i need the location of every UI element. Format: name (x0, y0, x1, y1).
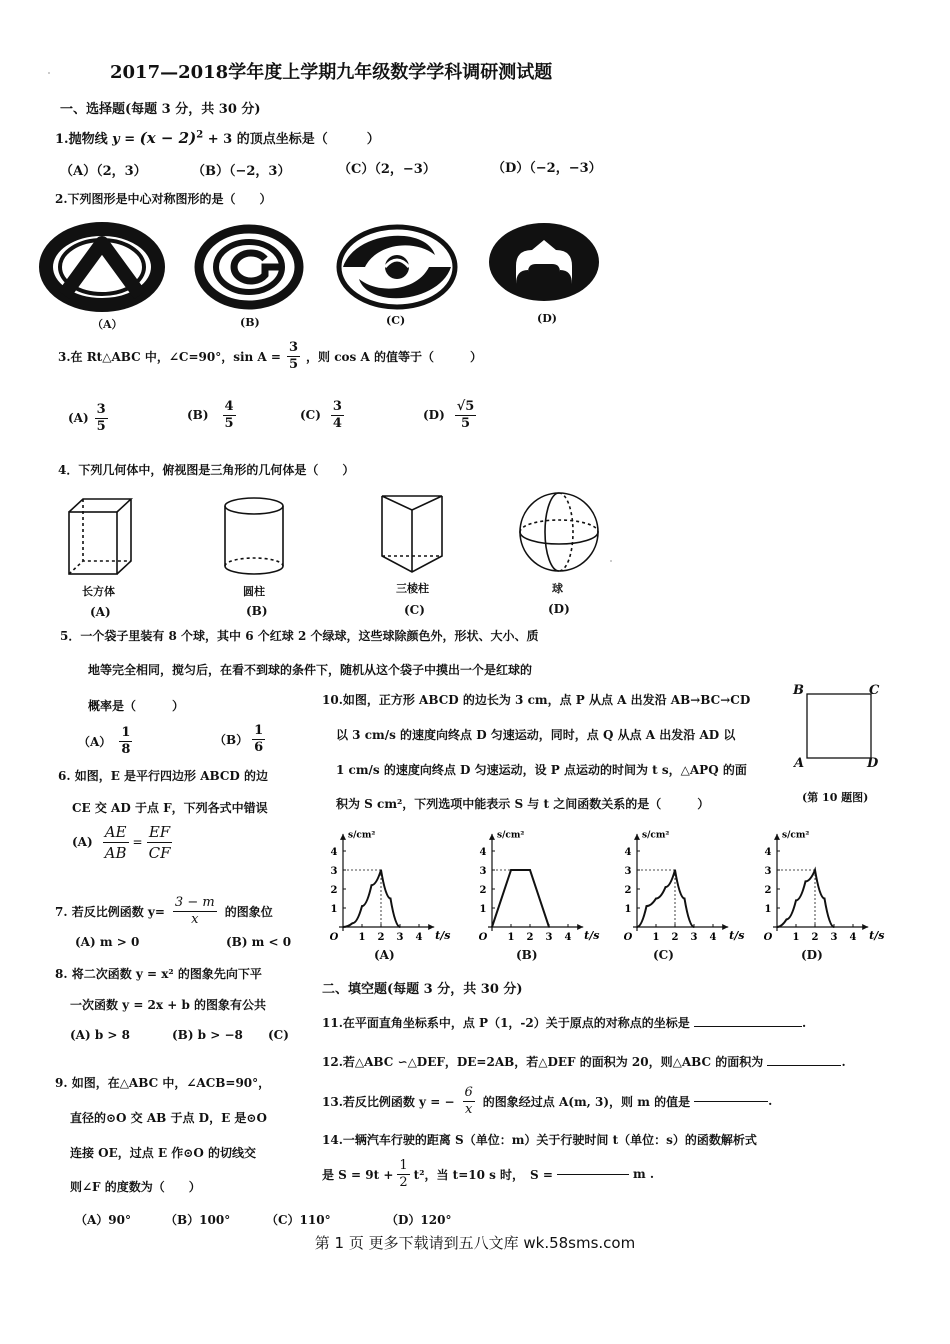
q3-opt-fraction (95, 402, 108, 435)
question-14-line-1: 14.一辆汽车行驶的距离 S（单位：m）关于行驶时间 t（单位：s）的函数解析式 (322, 1133, 757, 1147)
q3-option-a[interactable] (68, 398, 108, 438)
y-tick-label: 3 (624, 866, 632, 877)
y-tick-label: 4 (624, 847, 632, 858)
y-tick-label: 2 (479, 885, 487, 896)
x-tick-label: 4 (849, 932, 857, 943)
q3-opt-label: (B) (187, 408, 209, 422)
q2-label-c[interactable]: (C) (386, 314, 406, 327)
q2-label-d[interactable]: (D) (537, 312, 557, 325)
q1-expr: (x − 2) (139, 129, 197, 147)
q5-opt-den: 8 (121, 741, 131, 757)
q3-sin-num: 3 (288, 339, 299, 355)
data-point (674, 869, 676, 871)
q12-text: 12.若△ABC ∽△DEF，DE=2AB，若△DEF 的面积为 20，则△ABC 的面积为 (322, 1055, 764, 1069)
question-9-line-4: 则∠F 的度数为（ ） (70, 1180, 201, 1194)
data-point (548, 926, 550, 928)
q12-end: . (841, 1055, 846, 1069)
question-11 (322, 1014, 806, 1031)
data-point (805, 881, 807, 883)
q1-stem: 1.抛物线 (55, 132, 108, 147)
q9-option-a[interactable]: （A）90° (75, 1213, 132, 1227)
q5-opt-label: （A） (78, 734, 112, 749)
data-point (693, 926, 695, 928)
question-14-line-2 (322, 1153, 654, 1195)
q9-option-d[interactable]: （D）120° (386, 1213, 452, 1227)
x-axis-arrow (722, 924, 728, 930)
q6-den: CF (148, 843, 171, 862)
q4-name-b: 圆柱 (243, 585, 265, 598)
x-tick-label: 1 (358, 932, 366, 943)
question-2: 2.下列图形是中心对称图形的是（ ） (55, 192, 272, 206)
y-tick-label: 4 (764, 847, 772, 858)
data-point (795, 900, 797, 902)
q5-option-b[interactable] (214, 720, 265, 758)
y-tick-label: 2 (330, 885, 338, 896)
x-tick-label: 3 (545, 932, 553, 943)
q6-num: EF (148, 822, 171, 841)
data-point (684, 898, 686, 900)
data-point (636, 926, 638, 928)
data-point (814, 869, 816, 871)
q3-option-d[interactable] (423, 395, 476, 435)
q5-opt-fraction (119, 725, 132, 758)
q7-option-a[interactable]: (A) m > 0 (75, 935, 140, 949)
data-point (655, 898, 657, 900)
data-point (786, 919, 788, 921)
q7-stem-b: 的图象位 (224, 904, 273, 919)
q3-sin-den: 5 (288, 356, 299, 372)
y-axis-arrow (489, 834, 495, 840)
q5-opt-fraction (252, 723, 265, 756)
y-axis-arrow (634, 834, 640, 840)
x-tick-label: 3 (830, 932, 838, 943)
q6-opt-label: (A) (72, 835, 93, 849)
q10-vertex-d: D (867, 756, 879, 771)
series-line (343, 870, 400, 927)
q9-option-c[interactable]: （C）110° (266, 1213, 331, 1227)
x-tick-label: 1 (792, 932, 800, 943)
x-tick-label: 3 (690, 932, 698, 943)
y-tick-label: 1 (764, 904, 772, 915)
q6-num: AE (104, 822, 127, 841)
q5-option-a[interactable] (78, 722, 132, 760)
q3-opt-den: 5 (461, 415, 471, 431)
origin-label: O (623, 932, 633, 943)
question-12 (322, 1053, 846, 1070)
q3-option-b[interactable] (187, 395, 236, 435)
q5-opt-num: 1 (121, 724, 131, 740)
x-tick-label: 2 (377, 932, 385, 943)
question-8-line-2: 一次函数 y = 2x + b 的图象有公共 (70, 998, 267, 1012)
question-1 (55, 128, 380, 147)
q14-half-fraction (397, 1158, 409, 1191)
q6-option-a[interactable] (72, 820, 172, 864)
origin-label: O (329, 932, 339, 943)
x-tick-label: 2 (526, 932, 534, 943)
q8-option-b[interactable]: (B) b > −8 (172, 1028, 243, 1042)
q13-end: . (768, 1094, 773, 1108)
q4-label-b[interactable]: (B) (246, 604, 268, 618)
q4-name-a: 长方体 (82, 585, 115, 598)
q5-opt-label: （B） (214, 732, 249, 747)
q4-label-a[interactable]: (A) (90, 605, 111, 619)
question-10-line-2: 以 3 cm/s 的速度向终点 D 匀速运动，同时，点 Q 从点 A 出发沿 AD 以 (336, 728, 736, 742)
q10-vertex-a: A (794, 756, 805, 771)
data-point (646, 905, 648, 907)
y-tick-label: 4 (479, 847, 487, 858)
y-axis-label: s/cm² (782, 830, 810, 841)
question-6-line-1: 6. 如图，E 是平行四边形 ABCD 的边 (58, 769, 269, 783)
question-9-line-3: 连接 OE，过点 E 作⊙O 的切线交 (70, 1146, 256, 1160)
y-tick-label: 2 (624, 885, 632, 896)
q10-graph-b[interactable] (472, 815, 612, 945)
data-point (352, 922, 354, 924)
scan-speck (610, 560, 612, 562)
question-9-line-1: 9. 如图，在△ABC 中，∠ACB=90°， (55, 1076, 271, 1090)
series-line (492, 870, 549, 927)
y-tick-label: 4 (330, 847, 338, 858)
q1-option-c[interactable]: （C）（2，−3） (338, 162, 436, 177)
q3-opt-label: (C) (300, 408, 321, 422)
x-axis-arrow (862, 924, 868, 930)
q1-exp: 2 (196, 129, 204, 141)
y-tick-label: 2 (764, 885, 772, 896)
data-point (399, 926, 401, 928)
q3-opt-num: 3 (96, 401, 106, 417)
q11-end: . (801, 1016, 807, 1030)
q3-option-c[interactable] (300, 395, 344, 435)
data-point (361, 905, 363, 907)
x-axis-label: t/s (869, 929, 885, 942)
q6-equals: = (132, 835, 143, 849)
q3-opt-den: 5 (224, 415, 234, 431)
q13-fraction (463, 1085, 475, 1118)
q2-label-a[interactable]: （A） (92, 318, 123, 331)
q4-cylinder-figure (222, 496, 286, 578)
data-point (529, 869, 531, 871)
q14-num: 1 (399, 1157, 408, 1173)
q2-figure-d (488, 222, 600, 304)
x-tick-label: 4 (415, 932, 423, 943)
q3-stem-b: ，则 cos A 的值等于（ ） (306, 349, 482, 364)
y-axis-label: s/cm² (497, 830, 525, 841)
q14-text-b: t²，当 t=10 s 时， S = (413, 1167, 553, 1182)
q14-unit: m . (632, 1167, 655, 1181)
q7-fraction (173, 895, 217, 928)
q2-label-b[interactable]: (B) (240, 316, 260, 329)
q1-y: y = (112, 132, 136, 147)
q3-opt-den: 4 (332, 415, 342, 431)
y-axis-label: s/cm² (642, 830, 670, 841)
data-point (776, 926, 778, 928)
q3-stem-a: 3.在 Rt△ABC 中，∠C=90°，sin A = (58, 349, 281, 364)
q10-vertex-b: B (793, 683, 804, 698)
series-line (637, 870, 694, 927)
q3-opt-den: 5 (96, 418, 106, 434)
q2-figure-c (335, 225, 460, 310)
data-point (380, 869, 382, 871)
q3-opt-num: 4 (224, 398, 234, 414)
q12-answer-blank[interactable] (767, 1065, 841, 1066)
origin-label: O (763, 932, 773, 943)
question-8-line-1: 8. 将二次函数 y = x² 的图象先向下平 (55, 967, 262, 981)
q4-cuboid-figure (66, 496, 136, 578)
q3-opt-fraction (223, 399, 236, 432)
q10-figure-caption: (第 10 题图) (802, 791, 869, 804)
q10-graph-d[interactable] (757, 815, 897, 945)
y-tick-label: 1 (330, 904, 338, 915)
x-tick-label: 4 (564, 932, 572, 943)
y-tick-label: 1 (479, 904, 487, 915)
q10-graph-a[interactable] (323, 815, 463, 945)
question-5-line-2: 地等完全相同，搅匀后，在看不到球的条件下，随机从这个袋子中摸出一个是红球的 (88, 663, 533, 677)
q1-option-b[interactable]: （B）（−2，3） (192, 164, 291, 179)
question-10-line-3: 1 cm/s 的速度向终点 D 匀速运动，设 P 点运动的时间为 t s，△APQ 的面 (336, 763, 747, 777)
q6-fraction-1 (103, 822, 129, 863)
q3-opt-fraction (455, 399, 477, 432)
x-tick-label: 1 (652, 932, 660, 943)
y-axis-label: s/cm² (348, 830, 376, 841)
q3-opt-label: (A) (68, 411, 89, 425)
q14-den: 2 (399, 1174, 408, 1190)
q6-fraction-2 (147, 822, 173, 863)
q10-option-a[interactable]: (A) (374, 948, 395, 962)
question-6-line-2: CE 交 AD 于点 F，下列各式中错误 (72, 801, 268, 815)
data-point (824, 898, 826, 900)
q10-graph-c[interactable] (617, 815, 757, 945)
question-3 (58, 336, 482, 376)
question-13 (322, 1080, 772, 1122)
series-line (777, 870, 834, 927)
y-tick-label: 3 (764, 866, 772, 877)
data-point (371, 884, 373, 886)
x-tick-label: 2 (671, 932, 679, 943)
q10-vertex-c: C (869, 683, 880, 698)
q13-num: 6 (464, 1084, 473, 1100)
origin-label: O (478, 932, 488, 943)
q4-prism-figure (378, 492, 446, 576)
data-point (833, 926, 835, 928)
data-point (342, 926, 344, 928)
x-tick-label: 2 (811, 932, 819, 943)
x-tick-label: 4 (709, 932, 717, 943)
q7-option-b[interactable]: (B) m < 0 (226, 935, 292, 949)
q14-text-a: 是 S = 9t + (322, 1167, 394, 1182)
question-7 (55, 890, 273, 932)
q10-option-c[interactable]: (C) (653, 948, 674, 962)
q3-opt-num: 3 (332, 398, 342, 414)
question-10-line-4: 积为 S cm²，下列选项中能表示 S 与 t 之间函数关系的是（ ） (336, 797, 710, 811)
question-5-line-3: 概率是（ ） (88, 699, 185, 713)
q13-answer-blank[interactable] (694, 1101, 768, 1102)
q2-figure-a (40, 225, 165, 310)
q4-name-d: 球 (552, 582, 563, 595)
y-tick-label: 3 (330, 866, 338, 877)
q14-answer-blank[interactable] (557, 1174, 629, 1175)
q7-num: 3 − m (174, 894, 215, 910)
scan-speck (48, 72, 50, 74)
q10-option-d[interactable]: (D) (801, 948, 823, 962)
q13-text-a: 13.若反比例函数 y = − (322, 1094, 455, 1109)
q1-option-d[interactable]: （D）（−2，−3） (492, 161, 602, 176)
q10-option-b[interactable]: (B) (516, 948, 538, 962)
page-title: 2017—2018学年度上学期九年级数学学科调研测试题 (110, 62, 553, 83)
q11-text: 11.在平面直角坐标系中，点 P（1，-2）关于原点的对称点的坐标是 (322, 1016, 690, 1030)
q5-opt-den: 6 (254, 739, 264, 755)
data-point (390, 898, 392, 900)
q7-stem: 7. 若反比例函数 y= (55, 904, 165, 919)
y-axis-arrow (774, 834, 780, 840)
q5-opt-num: 1 (254, 722, 264, 738)
data-point (665, 886, 667, 888)
page-footer: 第 1 页 更多下载请到五八文库 wk.58sms.com (314, 1234, 636, 1252)
x-tick-label: 3 (396, 932, 404, 943)
x-tick-label: 1 (507, 932, 515, 943)
question-9-line-2: 直径的⊙O 交 AB 于点 D，E 是⊙O (70, 1111, 267, 1125)
section-2-heading: 二、填空题(每题 3 分，共 30 分) (322, 982, 523, 997)
question-4: 4．下列几何体中，俯视图是三角形的几何体是（ ） (58, 463, 355, 477)
x-axis-arrow (428, 924, 434, 930)
q4-label-d[interactable]: (D) (548, 602, 570, 616)
q3-opt-fraction (331, 399, 344, 432)
q11-answer-blank[interactable] (694, 1026, 802, 1027)
q13-text-b: 的图象经过点 A(m, 3)，则 m 的值是 (482, 1094, 691, 1109)
q3-sin-fraction (287, 340, 300, 373)
q7-den: x (191, 911, 199, 927)
data-point (510, 869, 512, 871)
q13-den: x (464, 1101, 473, 1117)
x-axis-label: t/s (435, 929, 451, 942)
x-axis-label: t/s (584, 929, 600, 942)
y-tick-label: 1 (624, 904, 632, 915)
q4-sphere-figure (517, 490, 601, 574)
question-5-line-1: 5．一个袋子里装有 8 个球，其中 6 个红球 2 个绿球，这些球除颜色外，形状、大小、质 (60, 629, 539, 643)
q1-rest: + 3 的顶点坐标是（ ） (207, 132, 380, 147)
y-tick-label: 3 (479, 866, 487, 877)
q8-option-a[interactable]: (A) b > 8 (70, 1028, 130, 1042)
y-axis-arrow (340, 834, 346, 840)
q6-den: AB (104, 843, 127, 862)
q3-opt-label: (D) (423, 408, 445, 422)
question-10-line-1: 10.如图，正方形 ABCD 的边长为 3 cm，点 P 从点 A 出发沿 AB→BC→CD (322, 693, 751, 707)
q4-label-c[interactable]: (C) (404, 603, 425, 617)
q9-option-b[interactable]: （B）100° (165, 1213, 231, 1227)
section-1-heading: 一、选择题(每题 3 分，共 30 分) (60, 102, 261, 117)
q4-name-c: 三棱柱 (396, 582, 429, 595)
q3-opt-num: √5 (456, 398, 475, 414)
x-axis-arrow (577, 924, 583, 930)
q2-figure-b (195, 225, 305, 310)
q8-option-c[interactable]: (C) (268, 1028, 289, 1042)
x-axis-label: t/s (729, 929, 745, 942)
q1-option-a[interactable]: （A）（2，3） (60, 164, 147, 179)
data-point (491, 926, 493, 928)
